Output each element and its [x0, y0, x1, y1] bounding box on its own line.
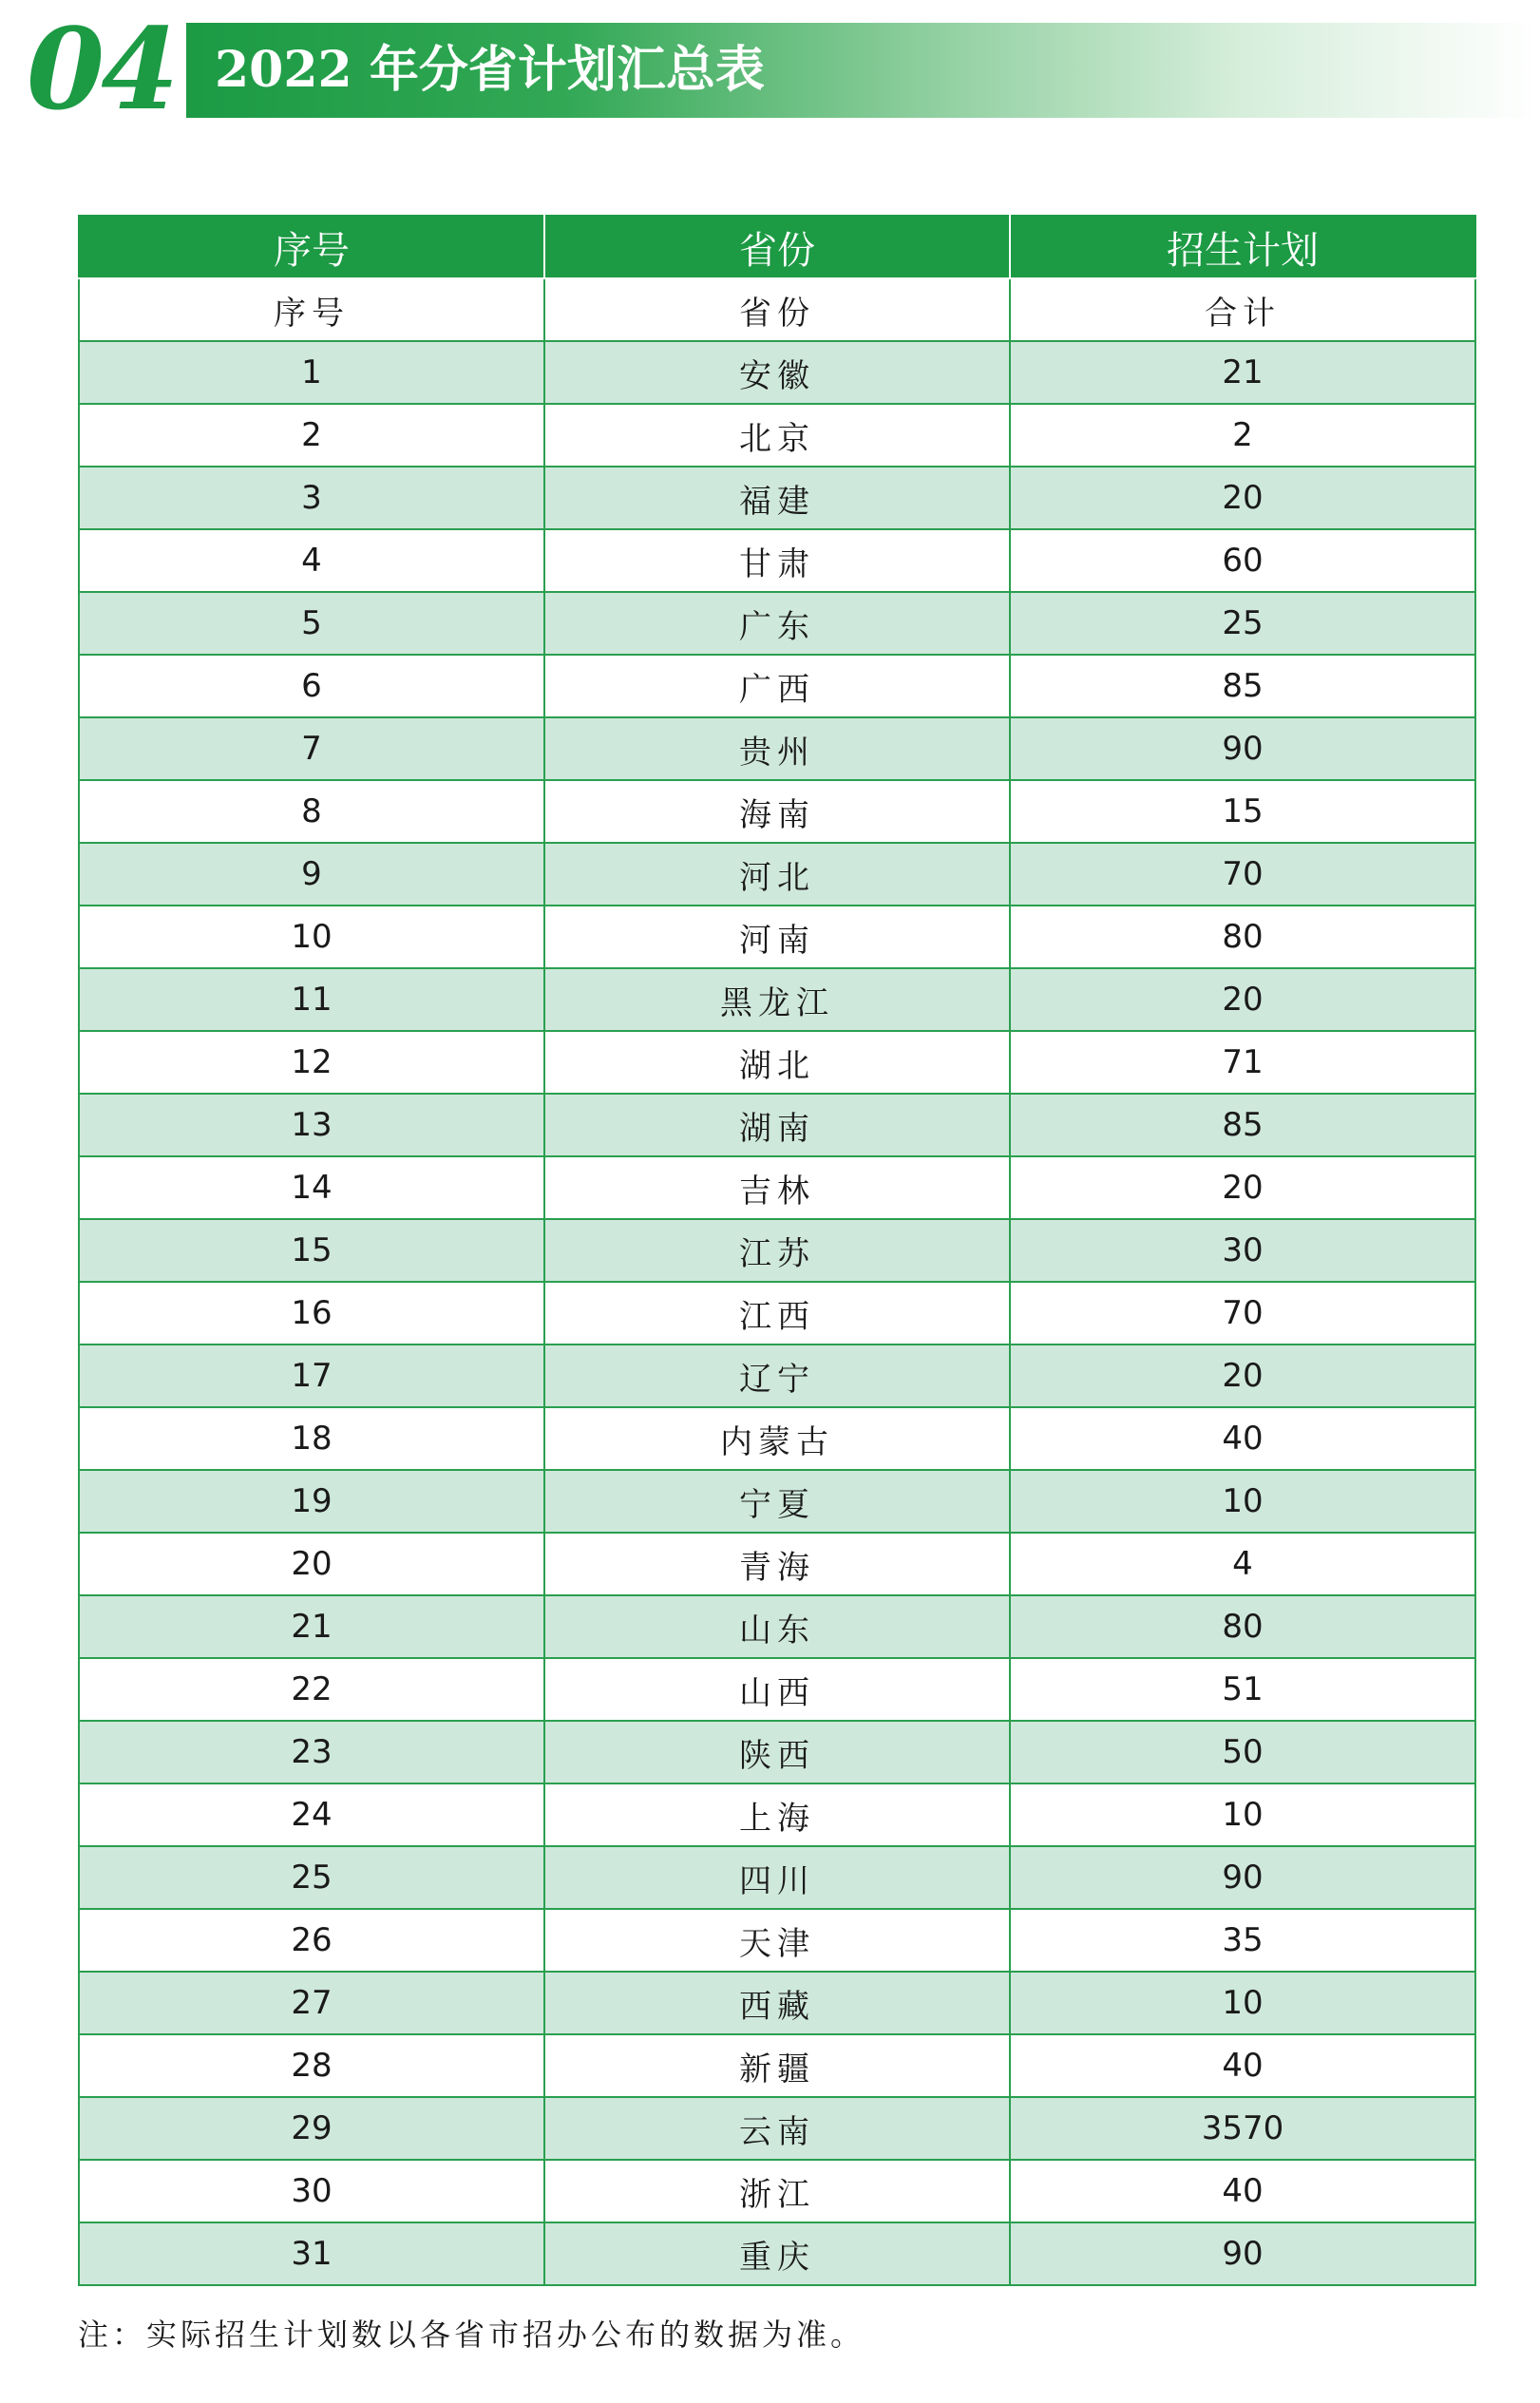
row-plan-total: 20	[1010, 1345, 1475, 1407]
section-number: 04	[27, 3, 176, 135]
table-row	[79, 1031, 1475, 1094]
table-row	[79, 2097, 1475, 2160]
row-index: 13	[79, 1094, 544, 1156]
row-index: 29	[79, 2097, 544, 2160]
row-province: 广西	[544, 655, 1010, 717]
row-index: 21	[79, 1595, 544, 1658]
row-province: 陕西	[544, 1721, 1010, 1783]
row-plan-total: 30	[1010, 1219, 1475, 1282]
table-body	[79, 278, 1475, 2285]
row-plan-total: 2	[1010, 404, 1475, 467]
row-plan-total: 51	[1010, 1658, 1475, 1721]
table-row	[79, 1094, 1475, 1156]
table-row	[79, 1407, 1475, 1470]
row-plan-total: 20	[1010, 968, 1475, 1031]
row-province: 安徽	[544, 341, 1010, 404]
row-province: 江苏	[544, 1219, 1010, 1282]
row-province: 江西	[544, 1282, 1010, 1345]
row-province: 湖南	[544, 1094, 1010, 1156]
table-row	[79, 1595, 1475, 1658]
table-row	[79, 404, 1475, 467]
table-row	[79, 1282, 1475, 1345]
row-index: 2	[79, 404, 544, 467]
row-plan-total: 40	[1010, 2160, 1475, 2222]
footnote: 注：实际招生计划数以各省市招办公布的数据为准。	[78, 2317, 865, 2353]
row-index: 17	[79, 1345, 544, 1407]
row-plan-total: 71	[1010, 1031, 1475, 1094]
row-index: 28	[79, 2034, 544, 2097]
row-index: 30	[79, 2160, 544, 2222]
table-row	[79, 1721, 1475, 1783]
row-index: 16	[79, 1282, 544, 1345]
table-row	[79, 2222, 1475, 2285]
row-plan-total: 4	[1010, 1533, 1475, 1595]
row-index: 27	[79, 1972, 544, 2034]
table-subheader-row	[79, 278, 1475, 341]
row-province: 广东	[544, 592, 1010, 655]
row-index: 25	[79, 1846, 544, 1909]
row-index: 5	[79, 592, 544, 655]
row-plan-total: 20	[1010, 467, 1475, 529]
row-plan-total: 90	[1010, 1846, 1475, 1909]
row-province: 新疆	[544, 2034, 1010, 2097]
row-index: 24	[79, 1783, 544, 1846]
table-row	[79, 2160, 1475, 2222]
row-province: 重庆	[544, 2222, 1010, 2285]
row-plan-total: 10	[1010, 1972, 1475, 2034]
row-plan-total: 40	[1010, 2034, 1475, 2097]
row-province: 青海	[544, 1533, 1010, 1595]
row-province: 辽宁	[544, 1345, 1010, 1407]
row-index: 7	[79, 717, 544, 780]
row-plan-total: 21	[1010, 341, 1475, 404]
table-row	[79, 341, 1475, 404]
table-row	[79, 529, 1475, 592]
page-header	[0, 0, 1540, 133]
column-header-province: 省份	[544, 216, 1010, 278]
row-plan-total: 35	[1010, 1909, 1475, 1972]
row-index: 3	[79, 467, 544, 529]
row-province: 云南	[544, 2097, 1010, 2160]
table-row	[79, 906, 1475, 968]
row-index: 20	[79, 1533, 544, 1595]
row-province: 海南	[544, 780, 1010, 843]
row-province: 宁夏	[544, 1470, 1010, 1533]
column-header-plan: 招生计划	[1010, 216, 1475, 278]
table-row	[79, 843, 1475, 906]
table-row	[79, 467, 1475, 529]
table-row	[79, 1470, 1475, 1533]
page-title: 2022 年分省计划汇总表	[215, 41, 765, 99]
subheader-province: 省份	[544, 278, 1010, 341]
row-plan-total: 90	[1010, 2222, 1475, 2285]
table-row	[79, 780, 1475, 843]
row-index: 8	[79, 780, 544, 843]
row-province: 内蒙古	[544, 1407, 1010, 1470]
row-index: 31	[79, 2222, 544, 2285]
row-plan-total: 85	[1010, 1094, 1475, 1156]
row-index: 23	[79, 1721, 544, 1783]
row-province: 四川	[544, 1846, 1010, 1909]
row-province: 西藏	[544, 1972, 1010, 2034]
table-row	[79, 1345, 1475, 1407]
table-row	[79, 592, 1475, 655]
row-index: 10	[79, 906, 544, 968]
table-row	[79, 1972, 1475, 2034]
title-band	[186, 23, 1540, 118]
row-index: 19	[79, 1470, 544, 1533]
row-index: 14	[79, 1156, 544, 1219]
row-province: 上海	[544, 1783, 1010, 1846]
row-province: 天津	[544, 1909, 1010, 1972]
row-province: 甘肃	[544, 529, 1010, 592]
row-index: 11	[79, 968, 544, 1031]
row-plan-total: 10	[1010, 1470, 1475, 1533]
row-plan-total: 70	[1010, 843, 1475, 906]
table-row	[79, 1846, 1475, 1909]
row-plan-total: 50	[1010, 1721, 1475, 1783]
row-province: 福建	[544, 467, 1010, 529]
row-plan-total: 70	[1010, 1282, 1475, 1345]
row-index: 15	[79, 1219, 544, 1282]
row-province: 贵州	[544, 717, 1010, 780]
row-index: 6	[79, 655, 544, 717]
table-row	[79, 1219, 1475, 1282]
row-index: 26	[79, 1909, 544, 1972]
row-plan-total: 80	[1010, 906, 1475, 968]
row-plan-total: 10	[1010, 1783, 1475, 1846]
row-plan-total: 85	[1010, 655, 1475, 717]
plan-summary-table	[78, 215, 1476, 2286]
row-plan-total: 80	[1010, 1595, 1475, 1658]
row-province: 浙江	[544, 2160, 1010, 2222]
row-index: 4	[79, 529, 544, 592]
row-index: 18	[79, 1407, 544, 1470]
row-plan-total: 25	[1010, 592, 1475, 655]
row-index: 12	[79, 1031, 544, 1094]
table-row	[79, 1156, 1475, 1219]
row-province: 山西	[544, 1658, 1010, 1721]
row-plan-total: 40	[1010, 1407, 1475, 1470]
table-row	[79, 2034, 1475, 2097]
row-index: 22	[79, 1658, 544, 1721]
row-province: 湖北	[544, 1031, 1010, 1094]
plan-table-container	[78, 215, 1474, 2286]
table-row	[79, 655, 1475, 717]
row-province: 河南	[544, 906, 1010, 968]
column-header-index: 序号	[79, 216, 544, 278]
row-province: 山东	[544, 1595, 1010, 1658]
row-plan-total: 3570	[1010, 2097, 1475, 2160]
row-plan-total: 60	[1010, 529, 1475, 592]
table-row	[79, 968, 1475, 1031]
subheader-index: 序号	[79, 278, 544, 341]
table-row	[79, 1658, 1475, 1721]
row-index: 9	[79, 843, 544, 906]
row-province: 河北	[544, 843, 1010, 906]
table-header-row	[79, 216, 1475, 278]
row-province: 吉林	[544, 1156, 1010, 1219]
table-row	[79, 1783, 1475, 1846]
row-index: 1	[79, 341, 544, 404]
table-row	[79, 1533, 1475, 1595]
row-plan-total: 90	[1010, 717, 1475, 780]
table-row	[79, 1909, 1475, 1972]
table-row	[79, 717, 1475, 780]
row-province: 黑龙江	[544, 968, 1010, 1031]
row-plan-total: 15	[1010, 780, 1475, 843]
row-plan-total: 20	[1010, 1156, 1475, 1219]
row-province: 北京	[544, 404, 1010, 467]
subheader-total: 合计	[1010, 278, 1475, 341]
